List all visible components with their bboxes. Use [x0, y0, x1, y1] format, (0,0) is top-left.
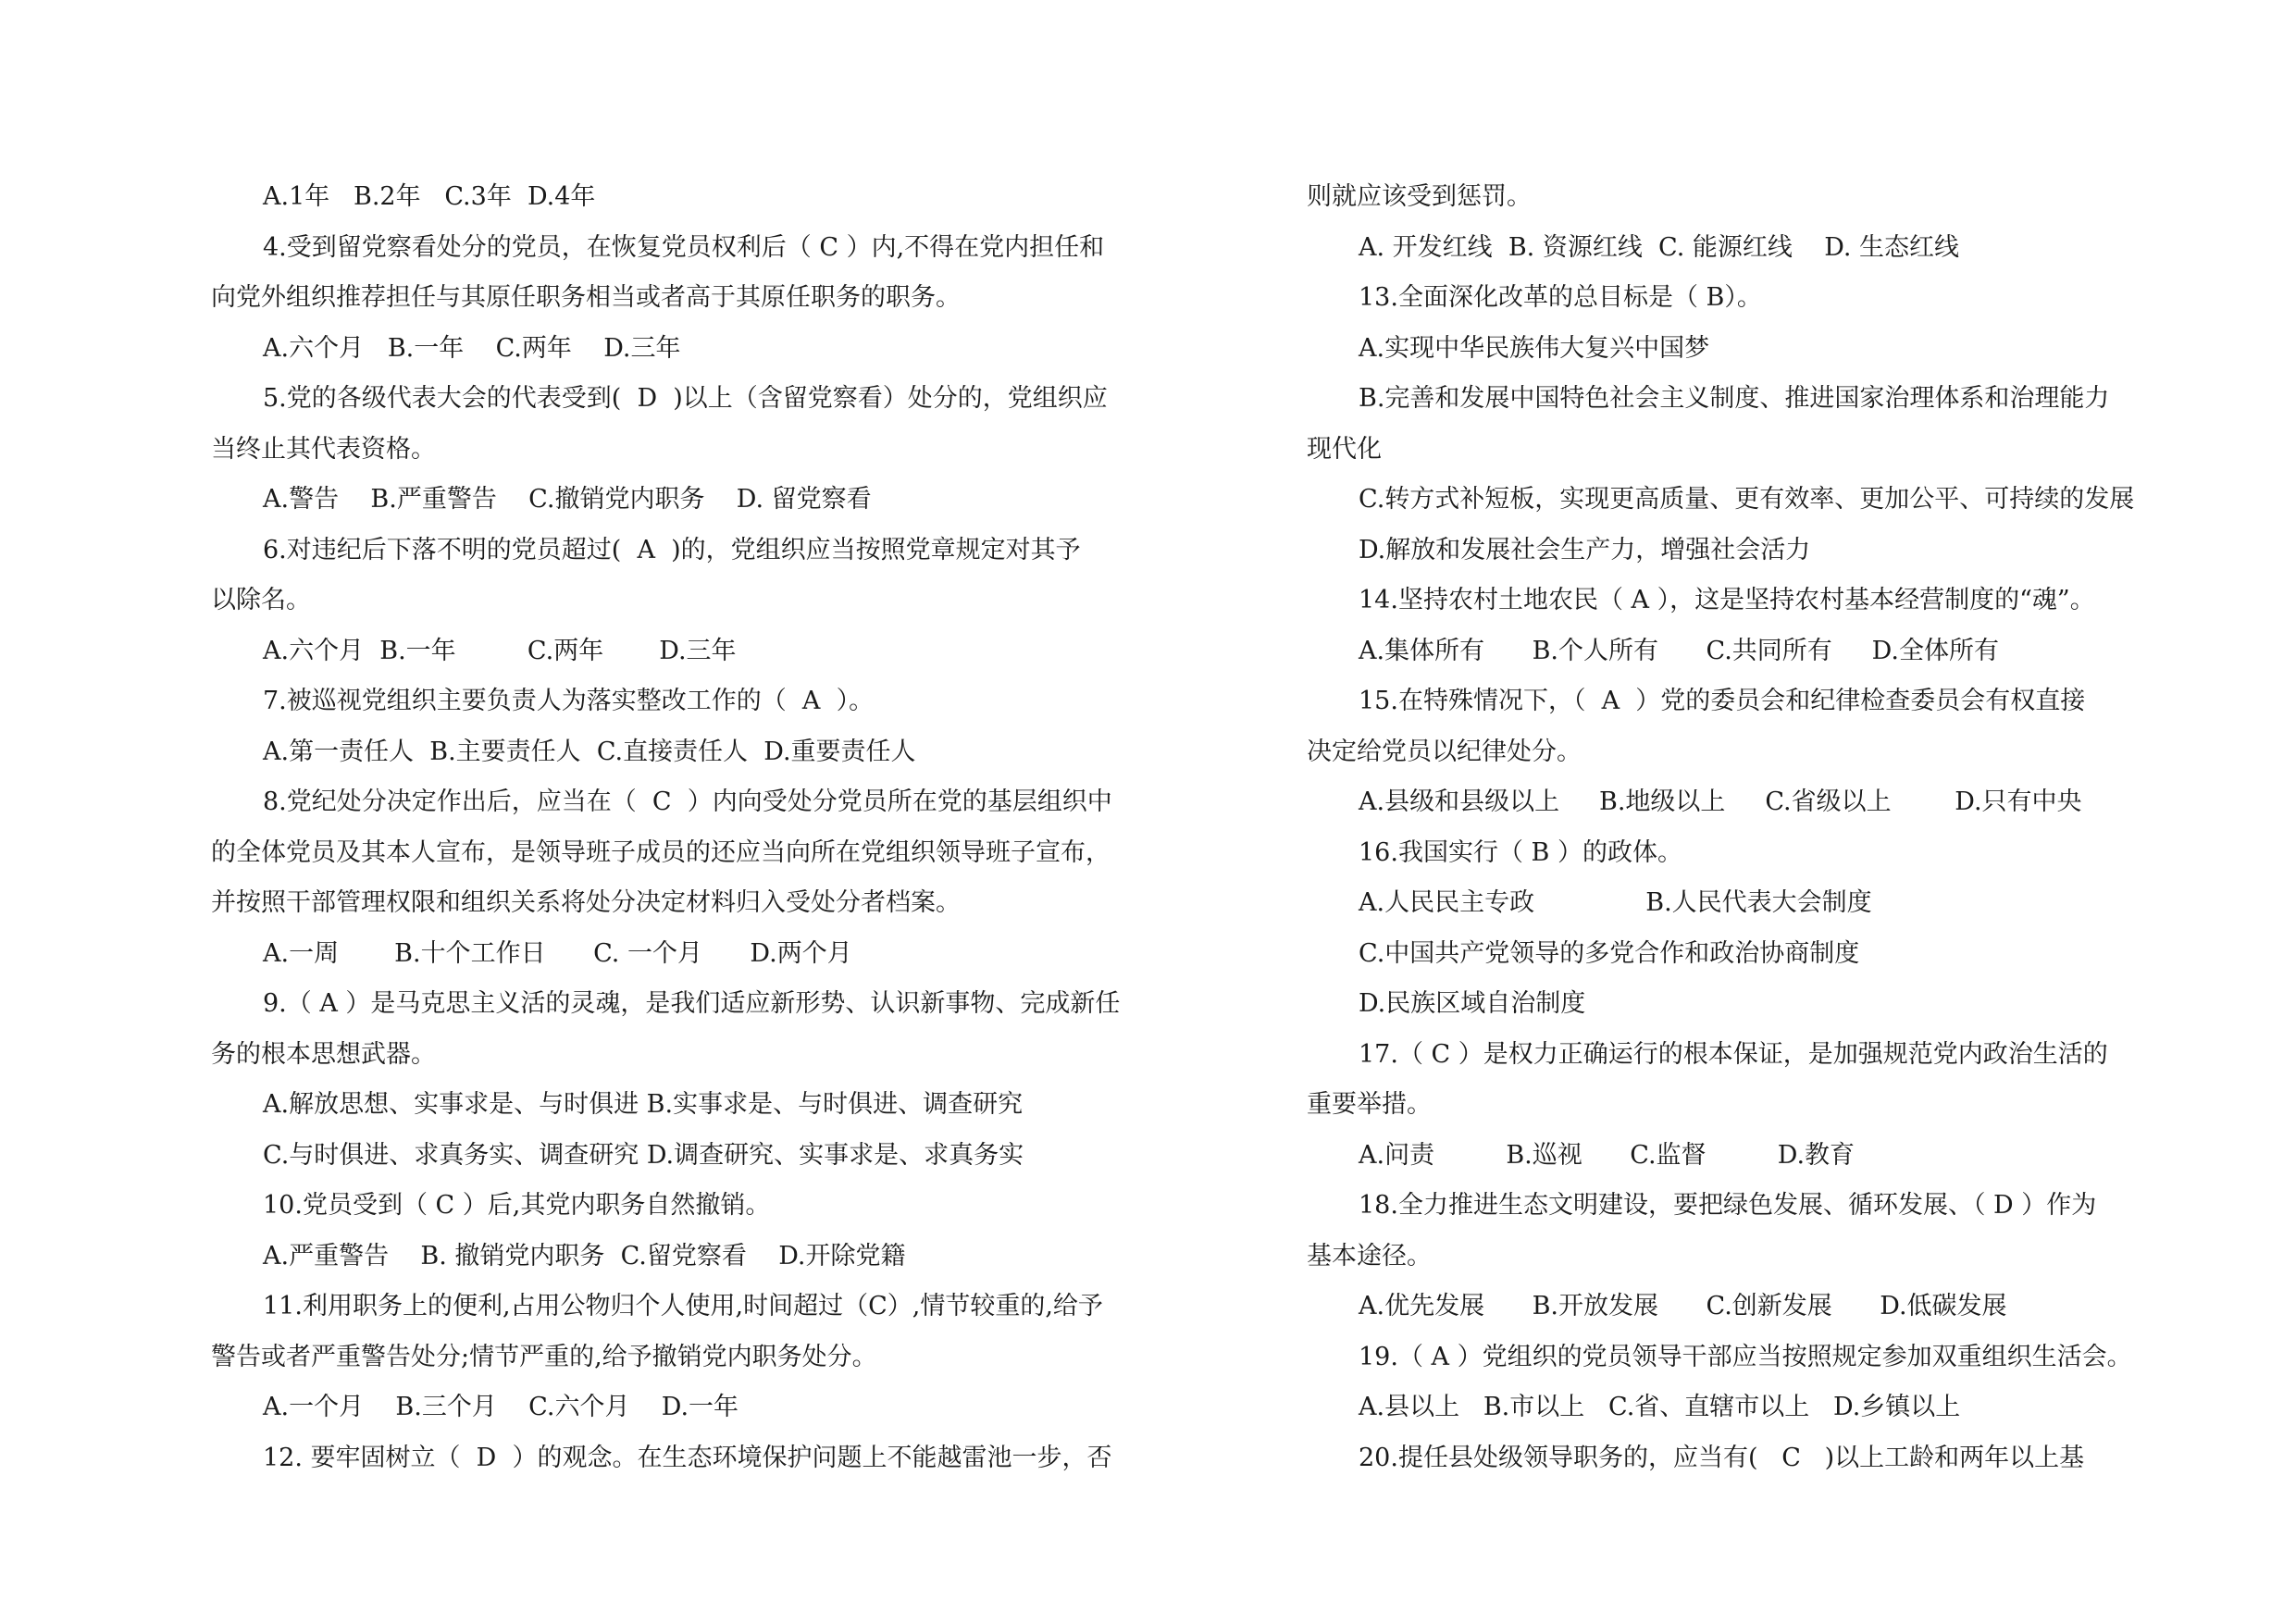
text-line: A.实现中华民族伟大复兴中国梦: [1359, 333, 1710, 363]
text-line: A.一个月 B.三个月 C.六个月 D.一年: [263, 1393, 739, 1421]
text-line: 13.全面深化改革的总目标是（ B）。: [1359, 283, 1762, 312]
text-line: 现代化: [1307, 434, 1382, 464]
text-line: 务的根本思想武器。: [211, 1039, 436, 1069]
text-line: 14.坚持农村土地农民（ A ），这是坚持农村基本经营制度的“魂”。: [1359, 586, 2095, 614]
text-line: A.问责 B.巡视 C.监督 D.教育: [1359, 1140, 1855, 1170]
text-line: 8.党纪处分决定作出后，应当在（ C ）内向受处分党员所在党的基层组织中: [263, 787, 1112, 816]
text-line: A.六个月 B.一年 C.两年 D.三年: [263, 636, 737, 665]
text-line: 当终止其代表资格。: [211, 434, 436, 464]
text-line: C.转方式补短板，实现更高质量、更有效率、更加公平、可持续的发展: [1359, 485, 2135, 514]
text-line: 决定给党员以纪律处分。: [1307, 737, 1582, 766]
text-line: A.六个月 B.一年 C.两年 D.三年: [263, 333, 681, 363]
text-line: A.人民民主专政 B.人民代表大会制度: [1359, 888, 1872, 917]
text-line: 12. 要牢固树立（ D ）的观念。在生态环境保护问题上不能越雷池一步，否: [263, 1443, 1112, 1472]
text-line: D.解放和发展社会生产力，增强社会活力: [1359, 535, 1811, 564]
text-line: 则就应该受到惩罚。: [1307, 182, 1532, 211]
text-line: A.解放思想、实事求是、与时俱进 B.实事求是、与时俱进、调查研究: [263, 1090, 1024, 1119]
text-line: 警告或者严重警告处分;情节严重的,给予撤销党内职务处分。: [211, 1342, 877, 1371]
text-line: 以除名。: [211, 586, 311, 614]
text-line: A.优先发展 B.开放发展 C.创新发展 D.低碳发展: [1359, 1292, 2007, 1320]
text-line: 4.受到留党察看处分的党员，在恢复党员权利后（ C ）内,不得在党内担任和: [263, 232, 1105, 262]
text-line: C.中国共产党领导的多党合作和政治协商制度: [1359, 938, 1860, 968]
text-line: 并按照干部管理权限和组织关系将处分决定材料归入受处分者档案。: [211, 888, 961, 917]
text-line: 9.（ A ）是马克思主义活的灵魂，是我们适应新形势、认识新事物、完成新任: [263, 989, 1121, 1018]
text-line: A. 开发红线 B. 资源红线 C. 能源红线 D. 生态红线: [1359, 232, 1960, 262]
text-line: 16.我国实行（ B ）的政体。: [1359, 837, 1682, 867]
text-line: 基本途径。: [1307, 1241, 1432, 1271]
left-column: [211, 172, 1201, 1483]
text-line: 的全体党员及其本人宣布，是领导班子成员的还应当向所在党组织领导班子宣布，: [211, 837, 1111, 867]
text-line: 17.（ C ）是权力正确运行的根本保证，是加强规范党内政治生活的: [1359, 1039, 2108, 1069]
text-line: 20.提任县处级领导职务的，应当有( C )以上工龄和两年以上基: [1359, 1443, 2085, 1472]
text-line: D.民族区域自治制度: [1359, 989, 1586, 1018]
text-line: 7.被巡视党组织主要负责人为落实整改工作的（ A ）。: [263, 687, 875, 715]
text-line: 19.（ A ）党组织的党员领导干部应当按照规定参加双重组织生活会。: [1359, 1342, 2132, 1371]
text-line: A.严重警告 B. 撤销党内职务 C.留党察看 D.开除党籍: [263, 1241, 906, 1271]
text-line: A.一周 B.十个工作日 C. 一个月 D.两个月: [263, 938, 852, 968]
text-line: 6.对违纪后下落不明的党员超过( A )的，党组织应当按照党章规定对其予: [263, 535, 1081, 564]
text-line: 11.利用职务上的便利,占用公物归个人使用,时间超过（C）,情节较重的,给予: [263, 1292, 1103, 1320]
text-line: A.第一责任人 B.主要责任人 C.直接责任人 D.重要责任人: [263, 737, 916, 766]
text-line: A.警告 B.严重警告 C.撤销党内职务 D. 留党察看: [263, 485, 872, 514]
text-line: 10.党员受到（ C ）后,其党内职务自然撤销。: [263, 1191, 771, 1220]
text-line: A.1年 B.2年 C.3年 D.4年: [263, 182, 596, 211]
right-column: [1307, 172, 2296, 1483]
text-line: A.县以上 B.市以上 C.省、直辖市以上 D.乡镇以上: [1359, 1393, 1961, 1421]
text-line: A.集体所有 B.个人所有 C.共同所有 D.全体所有: [1359, 636, 1999, 665]
text-line: 18.全力推进生态文明建设，要把绿色发展、循环发展、（ D ）作为: [1359, 1191, 2097, 1220]
text-line: B.完善和发展中国特色社会主义制度、推进国家治理体系和治理能力: [1359, 384, 2110, 413]
text-line: A.县级和县级以上 B.地级以上 C.省级以上 D.只有中央: [1359, 787, 2082, 816]
text-line: 5.党的各级代表大会的代表受到( D )以上（含留党察看）处分的，党组织应: [263, 384, 1108, 413]
text-line: 向党外组织推荐担任与其原任职务相当或者高于其原任职务的职务。: [211, 283, 961, 312]
text-line: 15.在特殊情况下，（ A ）党的委员会和纪律检查委员会有权直接: [1359, 687, 2086, 715]
text-line: C.与时俱进、求真务实、调查研究 D.调查研究、实事求是、求真务实: [263, 1140, 1024, 1170]
text-line: 重要举措。: [1307, 1090, 1432, 1119]
